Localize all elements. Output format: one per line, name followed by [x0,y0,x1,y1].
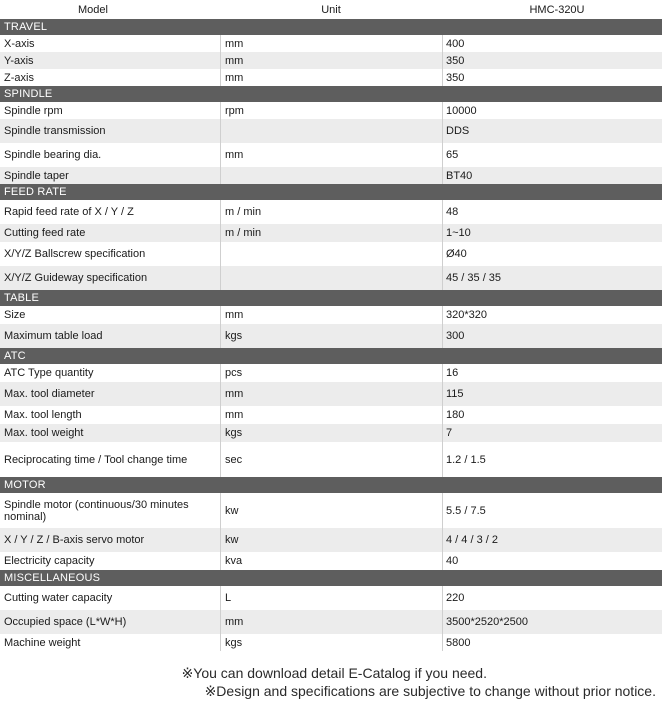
spec-name: X/Y/Z Ballscrew specification [4,248,146,260]
spec-unit: mm [220,69,442,86]
spec-value: 1~10 [442,224,662,242]
footnotes [0,664,662,700]
spec-name: Reciprocating time / Tool change time [4,453,188,466]
section-title: TABLE [0,290,662,306]
section-title: FEED RATE [0,184,662,200]
table-row [0,364,662,382]
table-row [0,35,662,52]
spec-unit: L [220,586,442,610]
spec-name: Spindle rpm [4,104,63,117]
spec-unit [220,119,442,143]
table-row [0,167,662,184]
spec-value: 7 [442,424,662,442]
spec-value: 48 [442,200,662,224]
spec-value: 3500*2520*2500 [442,610,662,634]
spec-name: Max. tool weight [4,427,84,439]
spec-value: DDS [442,119,662,143]
spec-unit: mm [220,52,442,69]
spec-value: 65 [442,143,662,167]
spec-value: 220 [442,586,662,610]
spec-name: Spindle taper [4,169,69,182]
spec-name: Cutting feed rate [4,227,86,239]
spec-name: ATC Type quantity [4,367,94,379]
spec-unit: mm [220,406,442,424]
spec-name: Occupied space (L*W*H) [4,616,127,628]
table-header [0,0,662,19]
table-row [0,102,662,119]
spec-unit: kw [220,528,442,552]
spec-value: 5800 [442,634,662,651]
table-row [0,119,662,143]
spec-unit: sec [220,442,442,477]
spec-unit: rpm [220,102,442,119]
note-catalog: ※You can download detail E-Catalog if you need. [181,665,487,681]
section-title: MISCELLANEOUS [0,570,662,586]
header-model: Model [78,3,108,16]
spec-name: Maximum table load [4,330,103,342]
table-row [0,224,662,242]
table-row [0,324,662,348]
spec-name: Rapid feed rate of X / Y / Z [4,206,134,218]
spec-value: BT40 [442,167,662,184]
table-row [0,200,662,224]
spec-unit: kgs [220,324,442,348]
table-row [0,634,662,651]
spec-value: 400 [442,35,662,52]
table-row [0,406,662,424]
spec-value: 350 [442,52,662,69]
spec-unit: kva [220,552,442,570]
spec-name: Size [4,309,26,321]
spec-name: Spindle motor (continuous/30 minutes nominal) [4,498,189,523]
spec-value: 5.5 / 7.5 [442,493,662,528]
spec-value: 320*320 [442,306,662,324]
spec-value: 10000 [442,102,662,119]
spec-value: 300 [442,324,662,348]
spec-value: 115 [442,382,662,406]
spec-unit: m / min [220,200,442,224]
header-value: HMC-320U [529,3,585,16]
spec-value: 16 [442,364,662,382]
section-title: TRAVEL [0,19,662,35]
table-row [0,424,662,442]
spec-value: 1.2 / 1.5 [442,442,662,477]
note-disclaimer: ※Design and specifications are subjective to change without prior notice. [204,683,656,699]
spec-name: Max. tool length [4,409,82,421]
spec-value: 45 / 35 / 35 [442,266,662,290]
spec-unit: kgs [220,424,442,442]
spec-name: Y-axis [4,54,34,67]
table-row [0,69,662,86]
table-row [0,382,662,406]
table-row [0,143,662,167]
spec-name: X / Y / Z / B-axis servo motor [4,534,145,546]
spec-name: Z-axis [4,71,34,84]
spec-unit: mm [220,143,442,167]
spec-name: Spindle transmission [4,125,106,137]
section-title: ATC [0,348,662,364]
table-row [0,528,662,552]
table-row [0,242,662,266]
table-row [0,266,662,290]
spec-name: Spindle bearing dia. [4,149,102,161]
spec-unit: m / min [220,224,442,242]
spec-value: 350 [442,69,662,86]
header-unit: Unit [321,3,341,16]
spec-unit [220,266,442,290]
spec-name: X/Y/Z Guideway specification [4,272,148,284]
spec-sections [0,19,662,651]
table-row [0,552,662,570]
spec-value: 180 [442,406,662,424]
spec-unit: mm [220,35,442,52]
section-title: MOTOR [0,477,662,493]
spec-unit: pcs [220,364,442,382]
table-row [0,610,662,634]
table-row [0,442,662,477]
table-row [0,52,662,69]
spec-unit [220,242,442,266]
table-row [0,586,662,610]
spec-value: 40 [442,552,662,570]
table-row [0,306,662,324]
spec-unit [220,167,442,184]
spec-name: Cutting water capacity [4,592,113,604]
spec-name: Electricity capacity [4,555,95,567]
spec-name: Max. tool diameter [4,388,95,400]
section-title: SPINDLE [0,86,662,102]
spec-unit: mm [220,610,442,634]
spec-value: Ø40 [442,242,662,266]
table-row [0,493,662,528]
spec-value: 4 / 4 / 3 / 2 [442,528,662,552]
spec-unit: mm [220,306,442,324]
spec-unit: mm [220,382,442,406]
spec-unit: kw [220,493,442,528]
spec-unit: kgs [220,634,442,651]
spec-name: X-axis [4,37,35,50]
spec-name: Machine weight [4,636,81,649]
